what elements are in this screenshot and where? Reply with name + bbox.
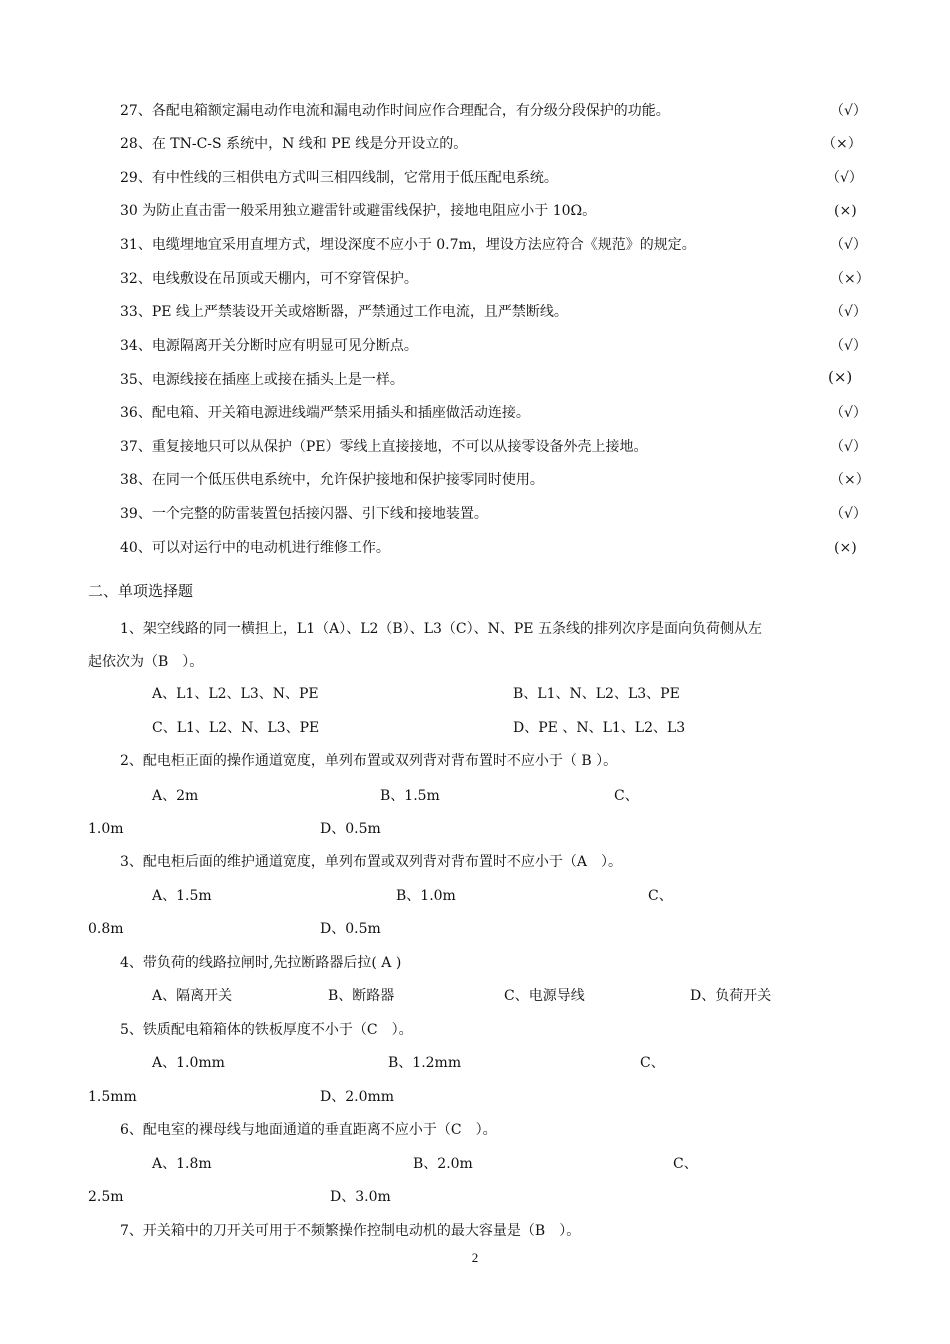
question-4-option-b: B、断路器	[328, 988, 395, 1004]
question-4-option-c: C、电源导线	[504, 988, 585, 1004]
question-1-line2: 起依次为（B ）。	[88, 654, 204, 670]
tf-answer-39: （√）	[830, 506, 867, 522]
question-1-option-d: D、PE 、N、L1、L2、L3	[513, 720, 686, 736]
question-2: 2、配电柜正面的操作通道宽度，单列布置或双列背对背布置时不应小于（ B ）。	[120, 753, 618, 769]
tf-answer-37: （√）	[830, 439, 867, 455]
tf-answer-35: (×)	[828, 368, 853, 386]
page-number: 2	[471, 1250, 479, 1265]
question-5-option-c-value: 1.5mm	[88, 1089, 137, 1105]
question-2-option-c-label: C、	[614, 788, 639, 804]
tf-answer-31: （√）	[830, 237, 867, 253]
question-2-option-b: B、1.5m	[380, 788, 440, 804]
question-2-option-c-value: 1.0m	[88, 821, 124, 837]
question-4-option-d: D、负荷开关	[690, 988, 772, 1004]
section-title: 二、单项选择题	[88, 582, 194, 600]
question-6-option-d: D、3.0m	[330, 1189, 391, 1205]
question-6-option-a: A、1.8m	[152, 1156, 212, 1172]
question-6-option-c-value: 2.5m	[88, 1189, 124, 1205]
tf-item-38: 38、在同一个低压供电系统中，允许保护接地和保护接零同时使用。	[120, 472, 544, 488]
question-1-line1: 1、架空线路的同一横担上，L1（A）、L2（B）、L3（C）、N、PE 五条线的排列次序是面向负荷侧从左	[120, 621, 762, 637]
question-3-option-d: D、0.5m	[320, 921, 381, 937]
tf-item-29: 29、有中性线的三相供电方式叫三相四线制，它常用于低压配电系统。	[120, 170, 558, 186]
question-6-option-b: B、2.0m	[413, 1156, 473, 1172]
question-1-option-b: B、L1、N、L2、L3、PE	[513, 686, 680, 702]
tf-item-27: 27、各配电箱额定漏电动作电流和漏电动作时间应作合理配合，有分级分段保护的功能。	[120, 103, 670, 119]
tf-answer-34: （√）	[830, 338, 867, 354]
tf-item-35: 35、电源线接在插座上或接在插头上是一样。	[120, 372, 404, 388]
tf-item-32: 32、电线敷设在吊顶或天棚内，可不穿管保护。	[120, 271, 418, 287]
question-5-option-b: B、1.2mm	[388, 1055, 462, 1071]
question-2-option-a: A、2m	[152, 788, 199, 804]
tf-answer-38: （×）	[830, 472, 870, 488]
tf-item-30: 30 为防止直击雷一般采用独立避雷针或避雷线保护，接地电阻应小于 10Ω。	[120, 203, 597, 219]
question-5-option-a: A、1.0mm	[152, 1055, 225, 1071]
question-4-option-a: A、隔离开关	[152, 988, 233, 1004]
tf-item-40: 40、可以对运行中的电动机进行维修工作。	[120, 540, 390, 556]
tf-answer-36: （√）	[830, 405, 867, 421]
question-3-option-b: B、1.0m	[396, 888, 456, 904]
question-1-option-c: C、L1、L2、N、L3、PE	[152, 720, 320, 736]
question-1-option-a: A、L1、L2、L3、N、PE	[152, 686, 319, 702]
tf-item-39: 39、一个完整的防雷装置包括接闪器、引下线和接地装置。	[120, 506, 488, 522]
question-3: 3、配电柜后面的维护通道宽度，单列布置或双列背对背布置时不应小于（A ）。	[120, 854, 623, 870]
tf-answer-32: （×）	[830, 271, 870, 287]
question-5: 5、铁质配电箱箱体的铁板厚度不小于（C ）。	[120, 1022, 413, 1038]
tf-item-37: 37、重复接地只可以从保护（PE）零线上直接接地，不可以从接零设备外壳上接地。	[120, 439, 648, 455]
tf-answer-33: （√）	[830, 304, 867, 320]
tf-item-36: 36、配电箱、开关箱电源进线端严禁采用插头和插座做活动连接。	[120, 405, 530, 421]
question-5-option-d: D、2.0mm	[320, 1089, 395, 1105]
question-6: 6、配电室的裸母线与地面通道的垂直距离不应小于（C ）。	[120, 1122, 497, 1138]
tf-answer-29: （√）	[826, 170, 863, 186]
question-5-option-c-label: C、	[640, 1055, 665, 1071]
question-3-option-c-value: 0.8m	[88, 921, 124, 937]
tf-item-28: 28、在 TN-C-S 系统中，N 线和 PE 线是分开设立的。	[120, 136, 468, 152]
tf-item-31: 31、电缆埋地宜采用直埋方式，埋设深度不应小于 0.7m，埋设方法应符合《规范》的规定。	[120, 237, 696, 253]
tf-item-34: 34、电源隔离开关分断时应有明显可见分断点。	[120, 338, 418, 354]
tf-answer-30: (×)	[834, 203, 857, 219]
question-2-option-d: D、0.5m	[320, 821, 381, 837]
tf-item-33: 33、PE 线上严禁装设开关或熔断器，严禁通过工作电流，且严禁断线。	[120, 304, 568, 320]
tf-answer-40: (×)	[834, 540, 857, 556]
tf-answer-28: （×）	[822, 136, 862, 152]
question-3-option-c-label: C、	[648, 888, 673, 904]
question-7: 7、开关箱中的刀开关可用于不频繁操作控制电动机的最大容量是（B ）。	[120, 1223, 581, 1239]
question-4: 4、带负荷的线路拉闸时,先拉断路器后拉( A )	[120, 955, 402, 971]
question-3-option-a: A、1.5m	[152, 888, 212, 904]
tf-answer-27: （√）	[830, 103, 867, 119]
question-6-option-c-label: C、	[673, 1156, 698, 1172]
